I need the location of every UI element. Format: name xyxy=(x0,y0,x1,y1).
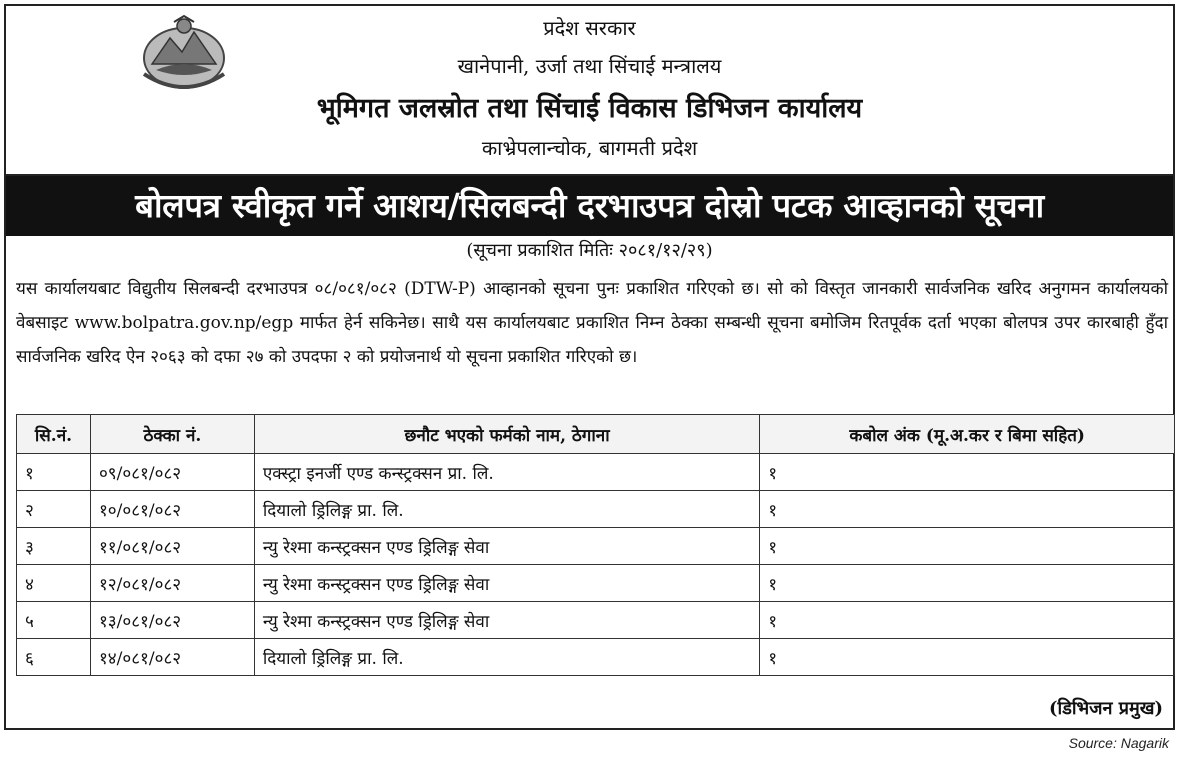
cell-serial: २ xyxy=(17,491,91,528)
bid-results-table xyxy=(16,414,1175,676)
cell-contract-no: १०/०८१/०८२ xyxy=(90,491,254,528)
source-credit: Source: Nagarik xyxy=(1068,735,1169,751)
cell-firm-name: दियालो ड्रिलिङ्ग प्रा. लि. xyxy=(254,491,759,528)
table-row xyxy=(17,602,1175,639)
cell-serial: ४ xyxy=(17,565,91,602)
publication-date: (सूचना प्रकाशित मितिः २०८१/१२/२९) xyxy=(466,240,713,261)
cell-firm-name: दियालो ड्रिलिङ्ग प्रा. लि. xyxy=(254,639,759,676)
government-label: प्रदेश सरकार xyxy=(543,16,636,40)
cell-bid-amount: १ xyxy=(760,602,1175,639)
table-row xyxy=(17,528,1175,565)
notice-body: यस कार्यालयबाट विद्युतीय सिलबन्दी दरभाउपत्र ०८/०८१/०८२ (DTW-P) आव्हानको सूचना पुनः प्रकाशित गरिएको छ। सो को विस्तृत जानकारी सार्वजनिक खरिद अनुगमन कार्यालयको वेबसाइट www.bolpatra.gov.np/egp मार्फत हेर्न सकिनेछ। साथै यस कार्यालयबाट प्रकाशित निम्न ठेक्का सम्बन्धी सूचना बमोजिम रितपूर्वक दर्ता भएका बोलपत्र उपर कारबाही हुँदा सार्वजनिक खरिद ऐन २०६३ को दफा २७ को उपदफा २ को प्रयोजनार्थ यो सूचना प्रकाशित गरिएको छ। xyxy=(16,279,1168,367)
table-header-row xyxy=(17,415,1175,454)
cell-serial: १ xyxy=(17,454,91,491)
office-title: भूमिगत जलस्रोत तथा सिंचाई विकास डिभिजन कार्यालय xyxy=(316,93,863,124)
table-row xyxy=(17,639,1175,676)
cell-contract-no: १४/०८१/०८२ xyxy=(90,639,254,676)
table-row xyxy=(17,565,1175,602)
ministry-label: खानेपानी, उर्जा तथा सिंचाई मन्त्रालय xyxy=(457,54,722,78)
cell-contract-no: १३/०८१/०८२ xyxy=(90,602,254,639)
cell-bid-amount: १ xyxy=(760,565,1175,602)
cell-serial: ५ xyxy=(17,602,91,639)
header-bid-amount: कबोल अंक (मू.अ.कर र बिमा सहित) xyxy=(760,415,1175,454)
cell-serial: ६ xyxy=(17,639,91,676)
cell-contract-no: ०९/०८१/०८२ xyxy=(90,454,254,491)
cell-firm-name: न्यु रेश्मा कन्स्ट्रक्सन एण्ड ड्रिलिङ्ग सेवा xyxy=(254,565,759,602)
cell-bid-amount: १ xyxy=(760,454,1175,491)
cell-firm-name: न्यु रेश्मा कन्स्ट्रक्सन एण्ड ड्रिलिङ्ग सेवा xyxy=(254,602,759,639)
cell-bid-amount: १ xyxy=(760,528,1175,565)
cell-firm-name: एक्स्ट्रा इनर्जी एण्ड कन्स्ट्रक्सन प्रा. लि. xyxy=(254,454,759,491)
cell-bid-amount: १ xyxy=(760,491,1175,528)
header-firm-name: छनौट भएको फर्मको नाम, ठेगाना xyxy=(254,415,759,454)
notice-frame xyxy=(4,4,1175,730)
notice-header xyxy=(6,6,1173,176)
cell-contract-no: ११/०८१/०८२ xyxy=(90,528,254,565)
header-serial: सि.नं. xyxy=(17,415,91,454)
cell-firm-name: न्यु रेश्मा कन्स्ट्रक्सन एण्ड ड्रिलिङ्ग सेवा xyxy=(254,528,759,565)
office-location: काभ्रेपलान्चोक, बागमती प्रदेश xyxy=(481,136,698,160)
table-row xyxy=(17,454,1175,491)
division-chief-signature: (डिभिजन प्रमुख) xyxy=(1049,698,1163,719)
cell-serial: ३ xyxy=(17,528,91,565)
cell-contract-no: १२/०८१/०८२ xyxy=(90,565,254,602)
header-contract-no: ठेक्का नं. xyxy=(90,415,254,454)
notice-title-banner: बोलपत्र स्वीकृत गर्ने आशय/सिलबन्दी दरभाउपत्र दोस्रो पटक आव्हानको सूचना xyxy=(6,176,1173,236)
table-row xyxy=(17,491,1175,528)
cell-bid-amount: १ xyxy=(760,639,1175,676)
